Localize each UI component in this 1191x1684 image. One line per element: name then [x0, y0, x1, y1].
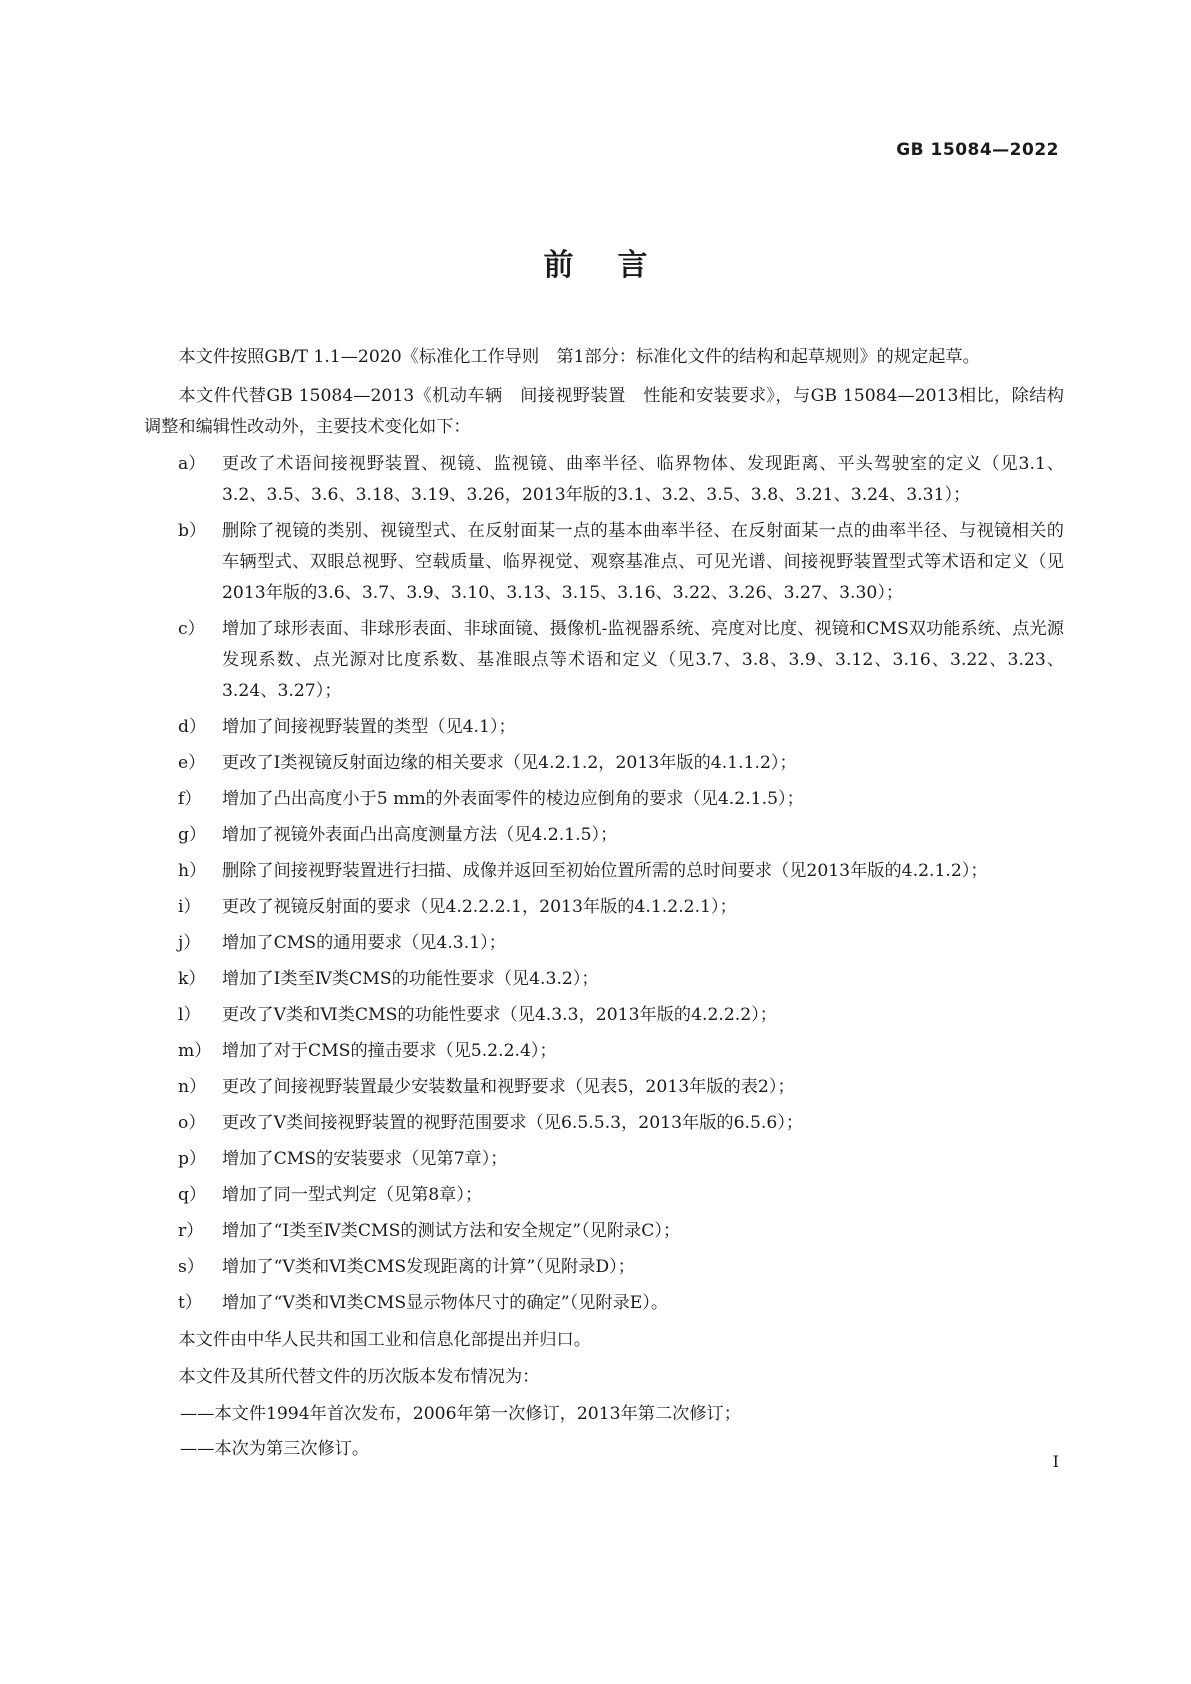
list-marker: l） [178, 1005, 201, 1025]
list-item-text: 增加了CMS的安装要求（见第7章）； [222, 1149, 508, 1169]
list-marker: o） [178, 1113, 206, 1133]
list-item-text: 增加了CMS的通用要求（见4.3.1）； [222, 933, 506, 953]
list-item [144, 892, 1064, 923]
list-item [144, 1144, 1064, 1175]
list-marker: r） [178, 1221, 204, 1241]
list-item-text: 删除了间接视野装置进行扫描、成像并返回至初始位置所需的总时间要求（见2013年版的4.2.1.2）； [222, 861, 988, 881]
history-entry: ——本文件1994年首次发布，2006年第一次修订，2013年第二次修订； [180, 1404, 741, 1424]
list-marker: i） [178, 897, 201, 917]
paragraph-drafting-rules: 本文件按照GB/T 1.1—2020《标准化工作导则 第1部分：标准化文件的结构和起草规则》的规定起草。 [178, 347, 980, 367]
list-marker: t） [178, 1293, 203, 1313]
list-item [144, 856, 1064, 887]
list-marker: f） [178, 789, 202, 809]
list-marker: s） [178, 1257, 205, 1277]
list-item [144, 1000, 1064, 1031]
list-item [144, 614, 1064, 707]
list-item-text: 删除了视镜的类别、视镜型式、在反射面某一点的基本曲率半径、在反射面某一点的曲率半径、与视镜相关的车辆型式、双眼总视野、空载质量、临界视觉、观察基准点、可见光谱、间接视野装置型式等术语和定义（见2013年版的3.6、3.7、3.9、3.10、3.13、3.15、3.16、3.22、3.26、3.27、3.30）； [222, 521, 1064, 603]
list-item [144, 820, 1064, 851]
list-item [144, 964, 1064, 995]
paragraph-proposer: 本文件由中华人民共和国工业和信息化部提出并归口。 [178, 1330, 591, 1350]
list-marker: g） [178, 825, 207, 845]
list-marker: n） [178, 1077, 207, 1097]
list-item [144, 1072, 1064, 1103]
list-marker: q） [178, 1185, 207, 1205]
list-item [144, 784, 1064, 815]
list-marker: d） [178, 717, 207, 737]
list-marker: b） [178, 521, 207, 541]
list-item-text: 增加了凸出高度小于5 mm的外表面零件的棱边应倒角的要求（见4.2.1.5）； [222, 789, 804, 809]
list-item [144, 1288, 1064, 1319]
list-item-text: 增加了视镜外表面凸出高度测量方法（见4.2.1.5）； [222, 825, 618, 845]
paragraph-history-intro: 本文件及其所代替文件的历次版本发布情况为： [178, 1367, 540, 1387]
list-item-text: 增加了“Ⅴ类和Ⅵ类CMS显示物体尺寸的确定”（见附录E）。 [222, 1293, 669, 1313]
list-item-text: 更改了Ⅴ类和Ⅵ类CMS的功能性要求（见4.3.3，2013年版的4.2.2.2）； [222, 1005, 777, 1025]
list-item [144, 516, 1064, 609]
list-item [144, 1036, 1064, 1067]
list-item [144, 928, 1064, 959]
list-item-text: 增加了“Ⅰ类至Ⅳ类CMS的测试方法和安全规定”（见附录C）； [222, 1221, 681, 1241]
list-marker: k） [178, 969, 206, 989]
list-item [144, 1216, 1064, 1247]
preface-body [144, 342, 1064, 1469]
list-item-text: 增加了同一型式判定（见第8章）； [222, 1185, 483, 1205]
list-item [144, 1108, 1064, 1139]
list-item-text: 更改了Ⅰ类视镜反射面边缘的相关要求（见4.2.1.2，2013年版的4.1.1.2）； [222, 753, 797, 773]
list-marker: m） [178, 1041, 212, 1061]
list-item [144, 1252, 1064, 1283]
list-marker: p） [178, 1149, 207, 1169]
paragraph-replacement: 本文件代替GB 15084—2013《机动车辆 间接视野装置 性能和安装要求》，与GB 15084—2013相比，除结构调整和编辑性改动外，主要技术变化如下： [144, 386, 1064, 437]
list-item [144, 449, 1064, 511]
page-title: 前言 [543, 248, 692, 283]
history-entry: ——本次为第三次修订。 [180, 1439, 370, 1459]
list-item-text: 增加了球形表面、非球形表面、非球面镜、摄像机-监视器系统、亮度对比度、视镜和CMS双功能系统、点光源发现系数、点光源对比度系数、基准眼点等术语和定义（见3.7、3.8、3.9、3.12、3.16、3.22、3.23、3.24、3.27）； [222, 619, 1064, 701]
technical-changes-list [144, 449, 1064, 1319]
list-marker: a） [178, 454, 206, 474]
list-marker: e） [178, 753, 206, 773]
list-item-text: 增加了对于CMS的撞击要求（见5.2.2.4）； [222, 1041, 557, 1061]
list-item [144, 1180, 1064, 1211]
list-item-text: 增加了Ⅰ类至Ⅳ类CMS的功能性要求（见4.3.2）； [222, 969, 599, 989]
list-marker: h） [178, 861, 207, 881]
list-item-text: 增加了“Ⅴ类和Ⅵ类CMS发现距离的计算”（见附录D）； [222, 1257, 635, 1277]
list-item-text: 更改了术语间接视野装置、视镜、监视镜、曲率半径、临界物体、发现距离、平头驾驶室的定义（见3.1、3.2、3.5、3.6、3.18、3.19、3.26，2013年版的3.1、3.2、3.5、3.8、3.21、3.24、3.31）； [222, 454, 1064, 505]
page-number: I [1052, 1452, 1059, 1471]
list-item [144, 748, 1064, 779]
list-marker: j） [178, 933, 201, 953]
list-item-text: 更改了间接视野装置最少安装数量和视野要求（见表5，2013年版的表2）； [222, 1077, 795, 1097]
list-item-text: 增加了间接视野装置的类型（见4.1）； [222, 717, 516, 737]
list-item-text: 更改了视镜反射面的要求（见4.2.2.2.1，2013年版的4.1.2.2.1）； [222, 897, 737, 917]
list-marker: c） [178, 619, 205, 639]
list-item-text: 更改了Ⅴ类间接视野装置的视野范围要求（见6.5.5.3，2013年版的6.5.6）； [222, 1113, 804, 1133]
standard-number: GB 15084—2022 [896, 140, 1059, 160]
list-item [144, 712, 1064, 743]
